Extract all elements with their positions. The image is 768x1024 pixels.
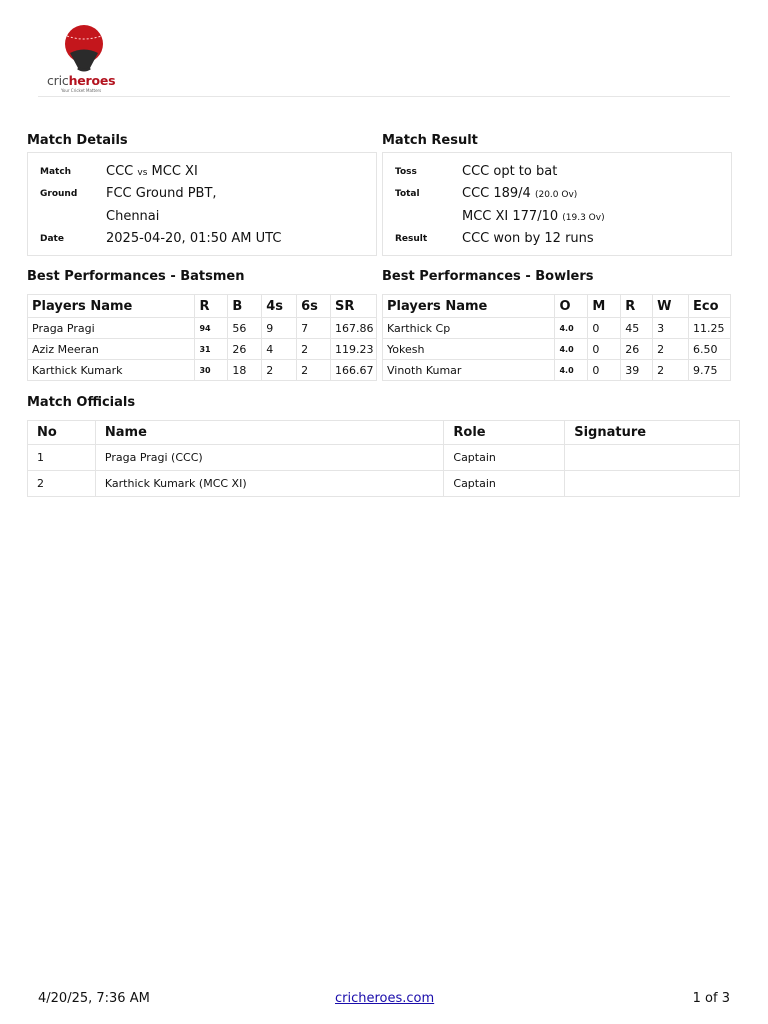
total-row-2 — [383, 205, 731, 227]
match-result-title: Match Result — [382, 133, 478, 148]
balls-cell: 56 — [228, 318, 262, 339]
runs-cell: 26 — [621, 339, 653, 360]
footer-link-wrap — [335, 991, 434, 1006]
ground-value-line2: Chennai — [106, 209, 160, 224]
date-label: Date — [40, 234, 64, 244]
runs-cell: 94 — [195, 318, 228, 339]
table-row — [383, 360, 731, 381]
batsmen-header-row — [28, 295, 377, 318]
print-datetime: 4/20/25, 7:36 AM — [38, 991, 150, 1006]
date-row — [28, 227, 376, 249]
overs-cell: 4.0 — [555, 318, 588, 339]
bowlers-title: Best Performances - Bowlers — [382, 269, 594, 284]
total-label: Total — [395, 189, 420, 199]
overs-cell: 4.0 — [555, 339, 588, 360]
toss-value: CCC opt to bat — [462, 164, 558, 179]
column-header: No — [28, 421, 96, 445]
ground-label: Ground — [40, 189, 78, 199]
sixes-cell: 2 — [297, 360, 331, 381]
official-number: 2 — [28, 471, 96, 497]
ground-value-line1: FCC Ground PBT, — [106, 186, 217, 201]
page-number: 1 of 3 — [692, 991, 730, 1006]
official-role: Captain — [444, 471, 565, 497]
official-signature — [565, 445, 740, 471]
cricheroes-link[interactable]: cricheroes.com — [335, 991, 435, 1006]
table-row — [28, 445, 740, 471]
officials-table — [27, 420, 740, 497]
balls-cell: 26 — [228, 339, 262, 360]
column-header: M — [588, 295, 621, 318]
player-name: Karthick Cp — [383, 318, 555, 339]
date-value: 2025-04-20, 01:50 AM UTC — [106, 231, 282, 246]
economy-cell: 6.50 — [689, 339, 731, 360]
column-header: SR — [331, 295, 377, 318]
batsmen-table — [27, 294, 377, 381]
table-row — [28, 471, 740, 497]
player-name: Karthick Kumark — [28, 360, 195, 381]
cricheroes-logo — [42, 22, 122, 94]
match-row — [28, 160, 376, 182]
official-name: Karthick Kumark (MCC XI) — [95, 471, 444, 497]
match-label: Match — [40, 167, 72, 177]
wickets-cell: 3 — [653, 318, 689, 339]
result-value: CCC won by 12 runs — [462, 231, 594, 246]
page-header — [38, 18, 730, 97]
official-role: Captain — [444, 445, 565, 471]
toss-row — [383, 160, 731, 182]
maidens-cell: 0 — [588, 360, 621, 381]
column-header: 4s — [262, 295, 297, 318]
column-header: W — [653, 295, 689, 318]
toss-label: Toss — [395, 167, 417, 177]
column-header: O — [555, 295, 588, 318]
sixes-cell: 7 — [297, 318, 331, 339]
column-header: Name — [95, 421, 444, 445]
officials-header-row — [28, 421, 740, 445]
column-header: Role — [444, 421, 565, 445]
column-header: Signature — [565, 421, 740, 445]
table-row — [383, 318, 731, 339]
column-header: 6s — [297, 295, 331, 318]
column-header: Players Name — [383, 295, 555, 318]
match-details-box — [27, 152, 377, 256]
official-name: Praga Pragi (CCC) — [95, 445, 444, 471]
wickets-cell: 2 — [653, 339, 689, 360]
player-name: Vinoth Kumar — [383, 360, 555, 381]
maidens-cell: 0 — [588, 318, 621, 339]
strike-rate-cell: 167.86 — [331, 318, 377, 339]
maidens-cell: 0 — [588, 339, 621, 360]
runs-cell: 31 — [195, 339, 228, 360]
brand-tagline: Your Cricket Matters — [61, 88, 102, 93]
table-row — [28, 339, 377, 360]
table-row — [28, 318, 377, 339]
batsmen-title: Best Performances - Batsmen — [27, 269, 245, 284]
total-row — [383, 182, 731, 204]
runs-cell: 30 — [195, 360, 228, 381]
column-header: R — [195, 295, 228, 318]
match-details-title: Match Details — [27, 133, 128, 148]
fours-cell: 9 — [262, 318, 297, 339]
column-header: Players Name — [28, 295, 195, 318]
overs-cell: 4.0 — [555, 360, 588, 381]
player-name: Yokesh — [383, 339, 555, 360]
result-label: Result — [395, 234, 428, 244]
strike-rate-cell: 166.67 — [331, 360, 377, 381]
officials-title: Match Officials — [27, 395, 136, 410]
column-header: Eco — [689, 295, 731, 318]
economy-cell: 9.75 — [689, 360, 731, 381]
fours-cell: 2 — [262, 360, 297, 381]
brand-name: cricheroes — [47, 73, 116, 88]
wickets-cell: 2 — [653, 360, 689, 381]
table-row — [28, 360, 377, 381]
runs-cell: 45 — [621, 318, 653, 339]
strike-rate-cell: 119.23 — [331, 339, 377, 360]
balls-cell: 18 — [228, 360, 262, 381]
economy-cell: 11.25 — [689, 318, 731, 339]
player-name: Aziz Meeran — [28, 339, 195, 360]
total-team1: CCC 189/4 (20.0 Ov) — [462, 186, 578, 201]
bowlers-table — [382, 294, 731, 381]
table-row — [383, 339, 731, 360]
ground-row — [28, 182, 376, 204]
fours-cell: 4 — [262, 339, 297, 360]
cricket-ball-icon — [42, 22, 122, 74]
bowlers-header-row — [383, 295, 731, 318]
column-header: R — [621, 295, 653, 318]
official-number: 1 — [28, 445, 96, 471]
runs-cell: 39 — [621, 360, 653, 381]
column-header: B — [228, 295, 262, 318]
match-result-box — [382, 152, 732, 256]
result-row — [383, 227, 731, 249]
player-name: Praga Pragi — [28, 318, 195, 339]
official-signature — [565, 471, 740, 497]
sixes-cell: 2 — [297, 339, 331, 360]
ground-row-2 — [28, 205, 376, 227]
match-value: CCC vs MCC XI — [106, 164, 198, 179]
total-team2: MCC XI 177/10 (19.3 Ov) — [462, 209, 605, 224]
